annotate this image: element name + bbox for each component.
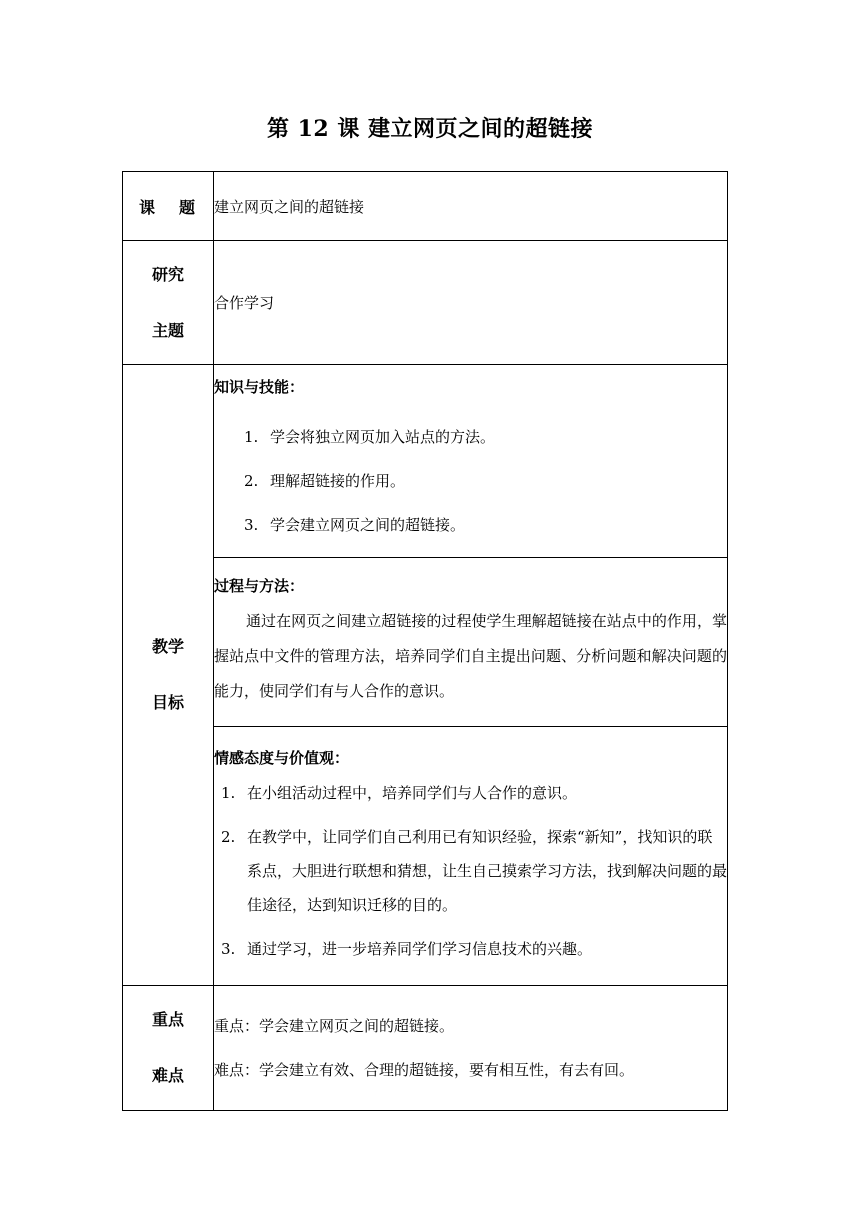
process-row — [123, 558, 728, 727]
list-item: 3. 学会建立网页之间的超链接。 — [244, 515, 466, 534]
list-item: 2. 理解超链接的作用。 — [244, 471, 406, 490]
topic-label-right: 题 — [178, 197, 195, 217]
knowledge-list — [214, 415, 727, 547]
research-value: 合作学习 — [214, 241, 728, 365]
research-label-line1: 研究 — [151, 264, 184, 284]
research-label-cell — [123, 241, 214, 365]
page-title: 第 12 课 建立网页之间的超链接 — [266, 116, 594, 142]
topic-value: 建立网页之间的超链接 — [214, 172, 728, 241]
list-item: 1. 学会将独立网页加入站点的方法。 — [244, 427, 496, 446]
emotion-cell — [214, 727, 728, 986]
list-item: 1. 在小组活动过程中，培养同学们与人合作的意识。 — [221, 783, 578, 802]
knowledge-heading: 知识与技能： — [214, 377, 305, 396]
lesson-plan-table — [122, 171, 728, 1111]
research-row — [123, 241, 728, 365]
focus-label-cell — [123, 986, 214, 1111]
goals-label-line1: 教学 — [151, 637, 184, 656]
focus-label-line2: 难点 — [151, 1066, 184, 1085]
list-item: 2. 在教学中，让同学们自己利用已有知识经验，探索“新知”，找知识的联系点，大胆进行联想和猜想，让生自己摸索学习方法，找到解决问题的最佳途径，达到知识迁移的目的。 — [221, 827, 728, 914]
focus-cell — [214, 986, 728, 1111]
focus-label-line1: 重点 — [151, 1010, 184, 1029]
knowledge-cell — [214, 365, 728, 558]
knowledge-row — [123, 365, 728, 558]
topic-label-cell — [123, 172, 214, 241]
process-cell — [214, 558, 728, 727]
topic-label-left: 课 — [139, 197, 156, 217]
process-heading: 过程与方法： — [214, 577, 305, 595]
emotion-heading: 情感态度与价值观： — [214, 748, 350, 767]
focus-row — [123, 986, 728, 1111]
goals-label-line2: 目标 — [151, 693, 184, 712]
process-text: 通过在网页之间建立超链接的过程使学生理解超链接在站点中的作用，掌握站点中文件的管理方法，培养同学们自主提出问题、分析问题和解决问题的能力，使同学们有与人合作的意识。 — [214, 612, 727, 700]
list-item: 3. 通过学习，进一步培养同学们学习信息技术的兴趣。 — [221, 939, 593, 958]
key-point-text: 重点：学会建立网页之间的超链接。 — [214, 1017, 455, 1035]
research-label-line2: 主题 — [151, 320, 184, 340]
goals-label-cell — [123, 365, 214, 986]
emotion-list — [214, 776, 727, 966]
topic-row — [123, 172, 728, 241]
difficulty-text: 难点：学会建立有效、合理的超链接，要有相互性，有去有回。 — [214, 1061, 635, 1079]
emotion-row — [123, 727, 728, 986]
